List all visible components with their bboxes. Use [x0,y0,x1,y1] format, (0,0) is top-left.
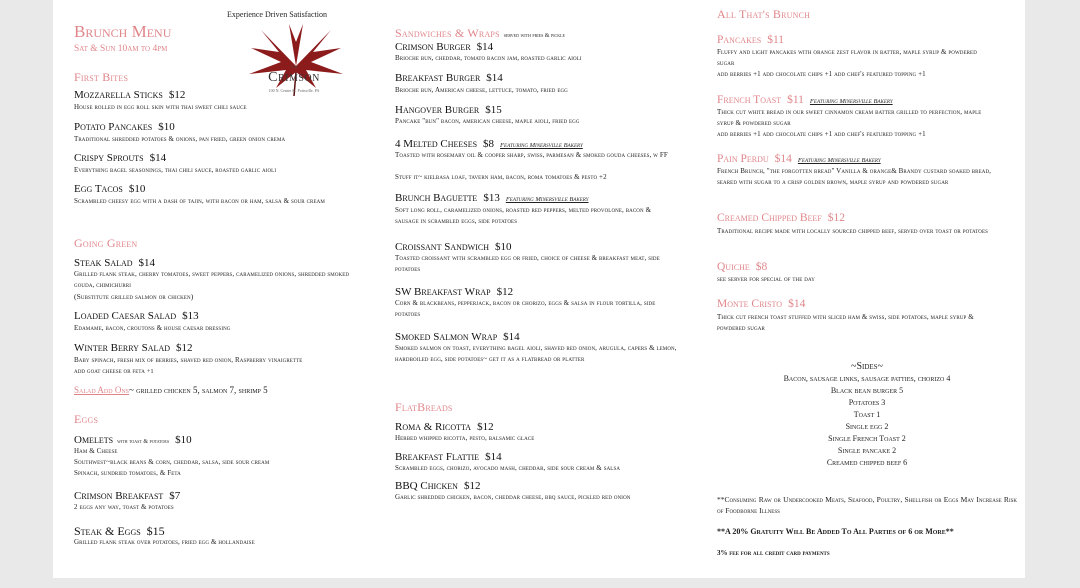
menu-item: Breakfast Flattie $14 [395,451,502,463]
menu-item: French Toast $11 Featuring Minersville Bakery [717,94,893,106]
menu-hours: Sat & Sun 10am to 4pm [74,44,168,54]
menu-item: Steak Salad $14 [74,257,156,269]
menu-item: Roma & Ricotta $12 [395,421,494,433]
item-extra: add goat cheese or feta +1 [74,368,154,375]
side-item: Potatoes 3 [848,398,886,407]
sides-title: ~Sides~ [851,361,883,372]
item-desc: Traditional shredded potatoes & onions, pan fried, green onion crema [74,135,286,143]
item-desc: see server for special of the day [717,275,815,283]
item-desc: Scrambled cheesy egg with a dash of tajin, with bacon or ham, salsa & sour cream [74,197,325,205]
menu-item: Steak & Eggs $15 [74,524,165,538]
menu-item: Crimson Breakfast $7 [74,490,181,502]
item-desc: Baby spinach, fresh mix of berries, shaved red onion, Raspberry vinaigrette [74,356,303,364]
menu-item: Brunch Baguette $13 Featuring Minersville Bakery [395,192,589,204]
item-desc: French Brunch, "the forgotten bread" Vanilla & orange& Brandy custard soaked bread, seared with sugar to a crisp golden brown, maple syrup and powdered sugar [717,167,992,186]
menu-item: 4 Melted Cheeses $8 Featuring Minersville Bakery [395,138,583,150]
item-desc: Fluffy and light pancakes with orange zest flavor in batter, maple syrup & powdered sugar [717,48,977,67]
menu-item: Loaded Caesar Salad $13 [74,310,199,322]
item-desc: Traditional recipe made with locally sourced chipped beef, served over toast or potatoes [717,227,989,235]
side-item: Single pancake 2 [837,446,897,455]
item-desc: Scrambled eggs, chorizo, avocado mash, cheddar, side sour cream & salsa [395,464,621,472]
item-desc: Toasted with rosemary oil & cooper sharp, swiss, parmesan & smoked gouda cheeses, w FF [395,151,668,159]
gratuity-notice: **A 20% Gratuity Will Be Added To All Parties of 6 or More** [717,527,954,536]
menu-item: Mozzarella Sticks $12 [74,89,186,101]
item-extra: add berries +1 add chocolate chips +1 add chef's featured topping +1 [717,130,926,138]
menu-item: Breakfast Burger $14 [395,72,503,84]
section-eggs: Eggs [74,412,99,426]
menu-item: Monte Cristo $14 [717,298,806,310]
menu-item: BBQ Chicken $12 [395,480,481,492]
item-desc: 2 eggs any way, toast & potatoes [74,503,174,511]
side-item: Bacon, sausage links, sausage patties, chorizo 4 [783,374,951,383]
item-extra: Stuff it~ kielbasa loaf, tavern ham, bacon, roma tomatoes & pesto +2 [395,173,607,181]
item-desc: Edamame, bacon, croutons & house caesar dressing [74,324,231,332]
menu-item: Winter Berry Salad $12 [74,342,193,354]
menu-item: Crimson Burger $14 [395,41,494,53]
logo-tagline: Experience Driven Satisfaction [227,10,327,19]
item-desc: Corn & blackbeans, pepperjack, bacon or chorizo, eggs & salsa in flour tortilla, side potatoes [395,299,656,318]
item-desc: Thick cut french toast stuffed with sliced ham & swiss, side potatoes, maple syrup & powdered sugar [717,313,974,332]
menu-page [53,0,1025,578]
menu-item: Crispy Sprouts $14 [74,152,167,164]
side-item: Single egg 2 [845,422,889,431]
menu-item: Egg Tacos $10 [74,183,146,195]
menu-item: Omelets with toast & potatoes $10 [74,434,192,446]
item-desc: House rolled in egg roll skin with thai sweet chili sauce [74,103,247,111]
item-desc: Southwest~black beans & corn, cheddar, salsa, side sour cream [74,458,270,466]
item-desc: Ham & Cheese [74,447,118,455]
side-item: Single French Toast 2 [828,434,906,443]
section-flatbreads: FlatBreads [395,400,453,414]
section-all-thats-brunch: All That's Brunch [717,7,811,21]
item-desc: Herbed whipped ricotta, pesto, balsamic glace [395,434,535,442]
section-first-bites: First Bites [74,70,129,84]
menu-item: Croissant Sandwich $10 [395,241,512,253]
section-going-green: Going Green [74,236,138,250]
item-desc: Toasted croissant with scrambled egg or fried, choice of cheese & breakfast meat, side potatoes [395,254,660,273]
side-item: Toast 1 [853,410,881,419]
item-desc: Everything bagel seasonings, thai chili sauce, roasted garlic aioli [74,166,277,174]
side-item: Creamed chipped beef 6 [826,458,908,467]
logo-name: Crimson [268,70,320,85]
item-desc: Brioche bun, cheddar, tomato bacon jam, roasted garlic aioli [395,54,582,62]
section-sandwiches: Sandwiches & Wraps served with fries & pickle [395,26,565,40]
menu-item: Potato Pancakes $10 [74,121,175,133]
menu-item: SW Breakfast Wrap $12 [395,286,514,298]
item-desc: Brioche bun, American cheese, lettuce, tomato, fried egg [395,86,568,94]
item-desc: Spinach, sundried tomatoes, & Feta [74,469,181,477]
menu-item: Quiche $8 [717,261,768,273]
side-item: Black bean burger 5 [830,386,904,395]
menu-item: Hangover Burger $15 [395,104,502,116]
item-extra: (Substitute grilled salmon or chicken) [74,292,194,301]
menu-item: Pain Perdu $14 Featuring Minersville Bakery [717,153,881,165]
item-desc: Thick cut white bread in our sweet cinnamon cream batter grilled to perfection, maple syrup & powdered sugar [717,108,982,127]
item-desc: Garlic shredded chicken, bacon, cheddar cheese, bbq sauce, pickled red onion [395,493,631,501]
item-desc: Smoked salmon on toast, everything bagel aioli, shaved red onion, arugula, capers & lemon, hardboiled egg, side potatoes~ get it as a flatbread or platter [395,344,677,363]
item-desc: Pancake "bun" bacon, american cheese, maple aioli, fried egg [395,117,580,125]
menu-item: Smoked Salmon Wrap $14 [395,331,520,343]
logo-address: 100 N. Centre St. Pottsville, PA [268,88,320,93]
item-desc: Grilled flank steak over potatoes, fried egg & hollandaise [74,538,255,546]
item-desc: Soft long roll, caramelized onions, roasted red peppers, melted provolone, bacon & sausage in scrambled eggs, side potatoes [395,206,652,225]
menu-item: Pancakes $11 [717,34,785,46]
card-fee-notice: 3% fee for all credit card payments [717,549,830,557]
logo-the: The [290,64,298,69]
menu-item: Creamed Chipped Beef $12 [717,212,846,224]
item-extra: add berries +1 add chocolate chips +1 add chef's featured topping +1 [717,70,926,78]
item-desc: Grilled flank steak, cherry tomatoes, sweet peppers, caramelized onions, shredded smoked gouda, chimichurri [74,270,350,289]
raw-food-disclaimer: **Consuming Raw or Undercooked Meats, Seafood, Poultry, Shellfish or Eggs May Increase Risk of Foodborne Illness [717,495,1017,515]
salad-addons: Salad Add Ons~ grilled chicken 5, salmon 7, shrimp 5 [74,385,268,395]
menu-title: Brunch Menu [74,22,172,41]
